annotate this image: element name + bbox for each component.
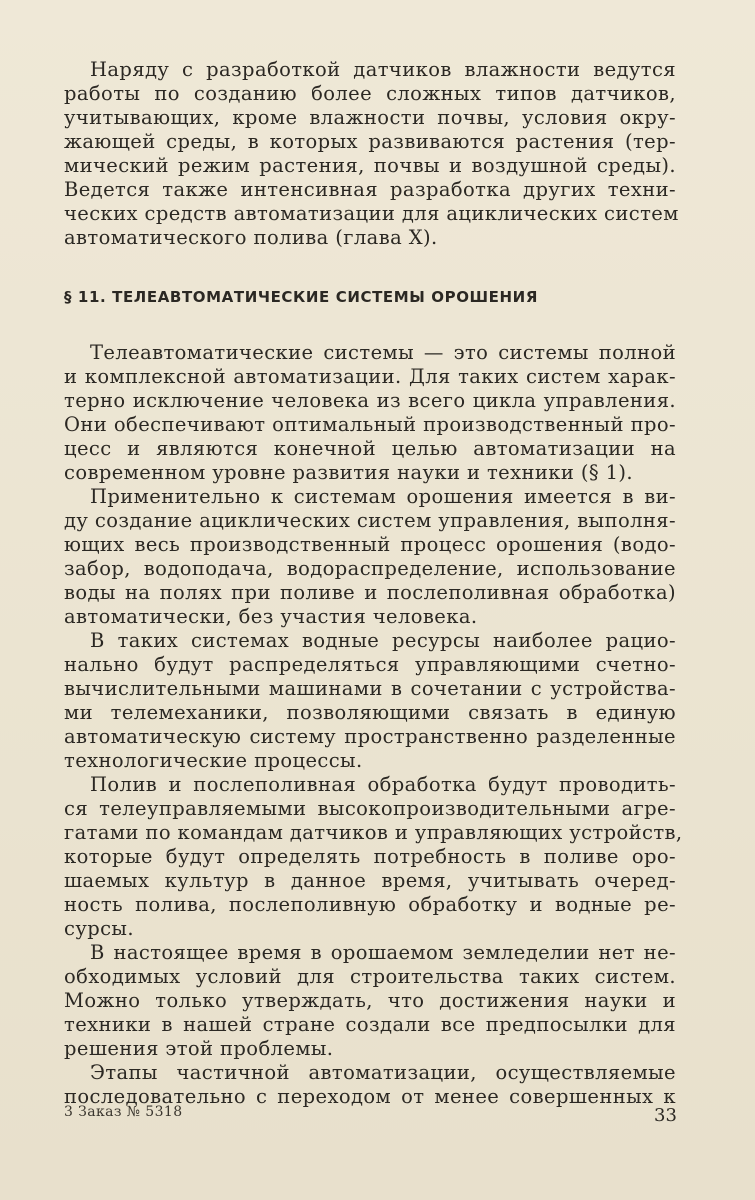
text-line: работы по созданию более сложных типов датчиков, — [64, 82, 676, 105]
text-line: терно исключение человека из всего цикла управления. — [64, 389, 676, 412]
page-number: 33 — [654, 1105, 677, 1126]
text-line: ческих средств автоматизации для ациклических систем — [64, 202, 679, 225]
printer-signature: 3 Заказ № 5318 — [64, 1104, 183, 1120]
text-line: Можно только утверждать, что достижения науки и — [64, 989, 676, 1012]
text-line: вычислительными машинами в сочетании с устройства- — [64, 677, 676, 700]
paragraph-stages — [64, 1061, 676, 1109]
paragraph-sensors — [64, 58, 679, 250]
text-line: жающей среды, в которых развиваются растения (тер- — [64, 130, 676, 153]
text-line: Полив и послеполивная обработка будут проводить- — [90, 773, 676, 796]
text-line: цесс и являются конечной целью автоматизации на — [64, 437, 676, 460]
text-line: ду создание ациклических систем управления, выполня- — [64, 509, 676, 532]
text-line: Ведется также интенсивная разработка других техни- — [64, 178, 676, 201]
text-line: нально будут распределяться управляющими счетно- — [64, 653, 676, 676]
text-line: последовательно с переходом от менее совершенных к — [64, 1085, 676, 1108]
text-line: решения этой проблемы. — [64, 1037, 334, 1060]
text-line: автоматическую систему пространственно разделенные — [64, 725, 676, 748]
text-line: мический режим растения, почвы и воздушной среды). — [64, 154, 676, 177]
paragraph-irrigation-systems — [64, 485, 676, 629]
text-line: автоматически, без участия человека. — [64, 605, 478, 628]
text-line: ющих весь производственный процесс орошения (водо- — [64, 533, 676, 556]
text-line: Применительно к системам орошения имеется в ви- — [90, 485, 676, 508]
text-line: которые будут определять потребность в поливе оро- — [64, 845, 676, 868]
text-line: воды на полях при поливе и послеполивная обработка) — [64, 581, 676, 604]
text-line: гатами по командам датчиков и управляющих устройств, — [64, 821, 683, 844]
text-line: Наряду с разработкой датчиков влажности ведутся — [90, 58, 676, 81]
text-line: В таких системах водные ресурсы наиболее рацио- — [90, 629, 676, 652]
text-line: сурсы. — [64, 917, 134, 940]
text-line: и комплексной автоматизации. Для таких систем харак- — [64, 365, 676, 388]
text-line: обходимых условий для строительства таких систем. — [64, 965, 676, 988]
paragraph-definition — [64, 341, 676, 485]
text-line: шаемых культур в данное время, учитывать очеред- — [64, 869, 676, 892]
text-line: ность полива, послеполивную обработку и водные ре- — [64, 893, 676, 916]
text-line: Они обеспечивают оптимальный производственный про- — [64, 413, 676, 436]
text-line: Телеавтоматические системы — это системы полной — [90, 341, 676, 364]
text-line: учитывающих, кроме влажности почвы, условия окру- — [64, 106, 676, 129]
text-line: забор, водоподача, водораспределение, использование — [64, 557, 676, 580]
text-line: В настоящее время в орошаемом земледелии нет не- — [90, 941, 676, 964]
text-line: современном уровне развития науки и техники (§ 1). — [64, 461, 634, 484]
paragraph-present-time — [64, 941, 676, 1061]
text-line: ми телемеханики, позволяющими связать в единую — [64, 701, 676, 724]
paragraph-water-resources — [64, 629, 676, 773]
text-line: технологические процессы. — [64, 749, 363, 772]
text-line: техники в нашей стране создали все предпосылки для — [64, 1013, 676, 1036]
paragraph-irrigation-processing — [64, 773, 683, 941]
text-line: Этапы частичной автоматизации, осуществляемые — [90, 1061, 676, 1084]
text-line: автоматического полива (глава X). — [64, 226, 438, 249]
section-heading: § 11. ТЕЛЕАВТОМАТИЧЕСКИЕ СИСТЕМЫ ОРОШЕНИЯ — [64, 288, 538, 306]
text-line: ся телеуправляемыми высокопроизводительными агре- — [64, 797, 676, 820]
